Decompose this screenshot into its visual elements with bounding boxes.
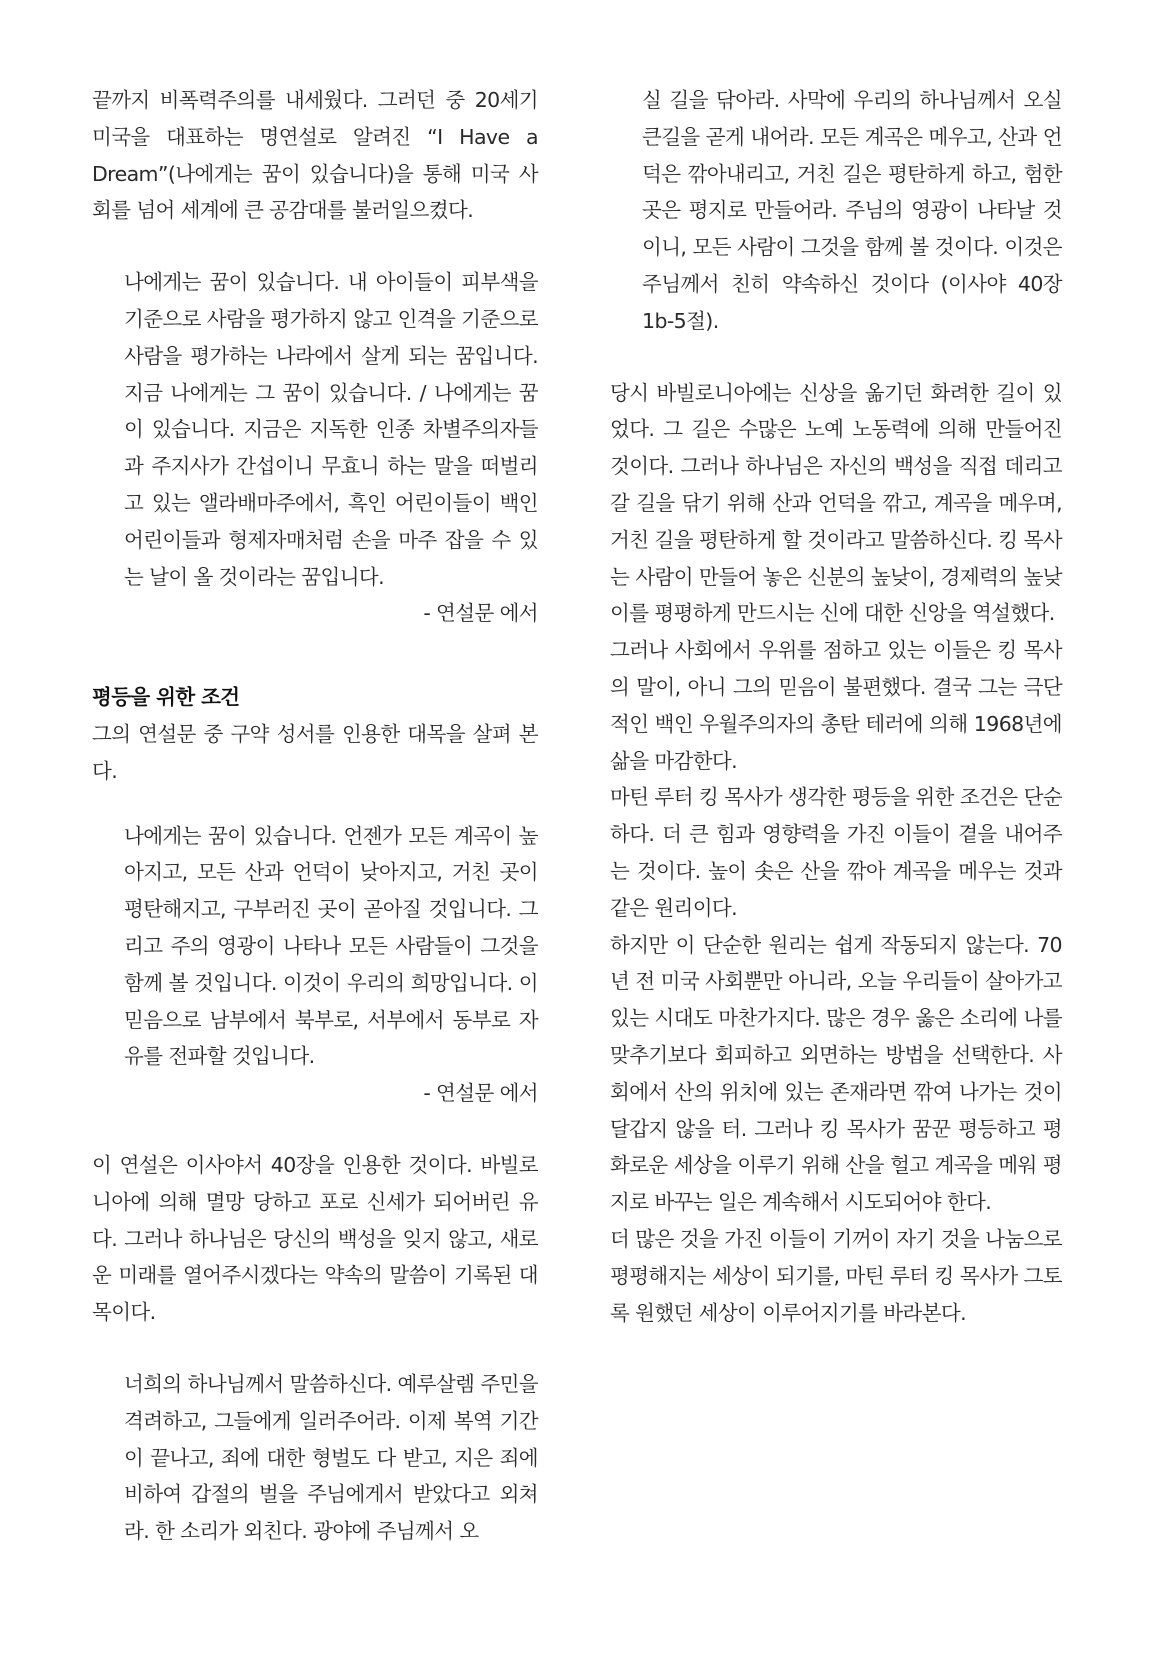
right-column xyxy=(610,82,1062,1331)
speech-quote-valleys: 나에게는 꿈이 있습니다. 언젠가 모든 계곡이 높아지고, 모든 산과 언덕이 낮아지고, 거친 곳이 평탄해지고, 구부러진 곳이 곧아질 것입니다. 그리고 주의 영광이 나타나 모든 사람들이 그것을 함께 볼 것입니다. 이것이 우리의 희망입니다. 이 믿음으로 남부에서 북부로, 서부에서 동부로 자유를 전파할 것입니다. xyxy=(124,823,538,1069)
section-intro-paragraph: 그의 연설문 중 구약 성서를 인용한 대목을 살펴 본다. xyxy=(92,721,538,783)
isaiah-quote-end: 실 길을 닦아라. 사막에 우리의 하나님께서 오실 큰길을 곧게 내어라. 모든 계곡은 메우고, 산과 언덕은 깎아내리고, 거친 길은 평탄하게 하고, 험한 곳은 평지로 만들어라. 주님의 영광이 나타날 것이니, 모든 사람이 그것을 함께 볼 것이다. 이것은 주님께서 친히 약속하신 것이다 (이사야 40장 1b-5절). xyxy=(642,88,1062,333)
speech-quote-dream: 나에게는 꿈이 있습니다. 내 아이들이 피부색을 기준으로 사람을 평가하지 않고 인격을 기준으로 사람을 평가하는 나라에서 살게 되는 꿈입니다. 지금 나에게는 그 꿈이 있습니다. / 나에게는 꿈이 있습니다. 지금은 지독한 인종 차별주의자들과 주지사가 간섭이니 무효니 하는 말을 떠벌리고 있는 앨라배마주에서, 흑인 어린이들이 백인 어린이들과 형제자매처럼 손을 마주 잡을 수 있는 날이 올 것이라는 꿈입니다. xyxy=(124,270,538,589)
section-heading: 평등을 위한 조건 xyxy=(92,685,240,710)
isaiah-quote-start: 너희의 하나님께서 말씀하신다. 예루살렘 주민을 격려하고, 그들에게 일러주어라. 이제 복역 기간이 끝나고, 죄에 대한 형벌도 다 받고, 지은 죄에 비하여 갑절의 벌을 주님에게서 받았다고 외쳐라. 한 소리가 외친다. 광야에 주님께서 오 xyxy=(124,1371,538,1544)
isaiah-explanation-paragraph: 이 연설은 이사야서 40장을 인용한 것이다. 바빌로니아에 의해 멸망 당하고 포로 신세가 되어버린 유다. 그러나 하나님은 당신의 백성을 잊지 않고, 새로운 미래를 열어주시겠다는 약속의 말씀이 기록된 대목이다. xyxy=(92,1152,538,1325)
body-paragraph: 당시 바빌로니아에는 신상을 옮기던 화려한 길이 있었다. 그 길은 수많은 노예 노동력에 의해 만들어진 것이다. 그러나 하나님은 자신의 백성을 직접 데리고 갈 길을 닦기 위해 산과 언덕을 깎고, 계곡을 메우며, 거친 길을 평탄하게 할 것이라고 말씀하신다. 킹 목사는 사람이 만들어 놓은 신분의 높낮이, 경제력의 높낮이를 평평하게 만드시는 신에 대한 신앙을 역설했다. xyxy=(610,380,1062,626)
quote-source: - 연설문 에서 xyxy=(423,601,538,626)
body-paragraph: 마틴 루터 킹 목사가 생각한 평등을 위한 조건은 단순하다. 더 큰 힘과 영향력을 가진 이들이 곁을 내어주는 것이다. 높이 솟은 산을 깎아 계곡을 메우는 것과 같은 원리이다. xyxy=(610,785,1062,920)
body-paragraph: 그러나 사회에서 우위를 점하고 있는 이들은 킹 목사의 말이, 아니 그의 믿음이 불편했다. 결국 그는 극단적인 백인 우월주의자의 총탄 테러에 의해 1968년에 삶을 마감한다. xyxy=(610,638,1062,773)
quote-source: - 연설문 에서 xyxy=(423,1081,538,1106)
body-paragraph: 더 많은 것을 가진 이들이 기꺼이 자기 것을 나눔으로 평평해지는 세상이 되기를, 마틴 루터 킹 목사가 그토록 원했던 세상이 이루어지기를 바라본다. xyxy=(610,1226,1062,1325)
intro-paragraph: 끝까지 비폭력주의를 내세웠다. 그러던 중 20세기 미국을 대표하는 명연설로 알려진 “I Have a Dream”(나에게는 꿈이 있습니다)을 통해 미국 사회를 넘어 세계에 큰 공감대를 불러일으켰다. xyxy=(92,88,538,223)
body-paragraph: 하지만 이 단순한 원리는 쉽게 작동되지 않는다. 70년 전 미국 사회뿐만 아니라, 오늘 우리들이 살아가고 있는 시대도 마찬가지다. 많은 경우 옳은 소리에 나를 맞추기보다 회피하고 외면하는 방법을 선택한다. 사회에서 산의 위치에 있는 존재라면 깎여 나가는 것이 달갑지 않을 터. 그러나 킹 목사가 꿈꾼 평등하고 평화로운 세상을 이루기 위해 산을 헐고 계곡을 메워 평지로 바꾸는 일은 계속해서 시도되어야 한다. xyxy=(610,932,1062,1215)
left-column xyxy=(92,82,538,1550)
